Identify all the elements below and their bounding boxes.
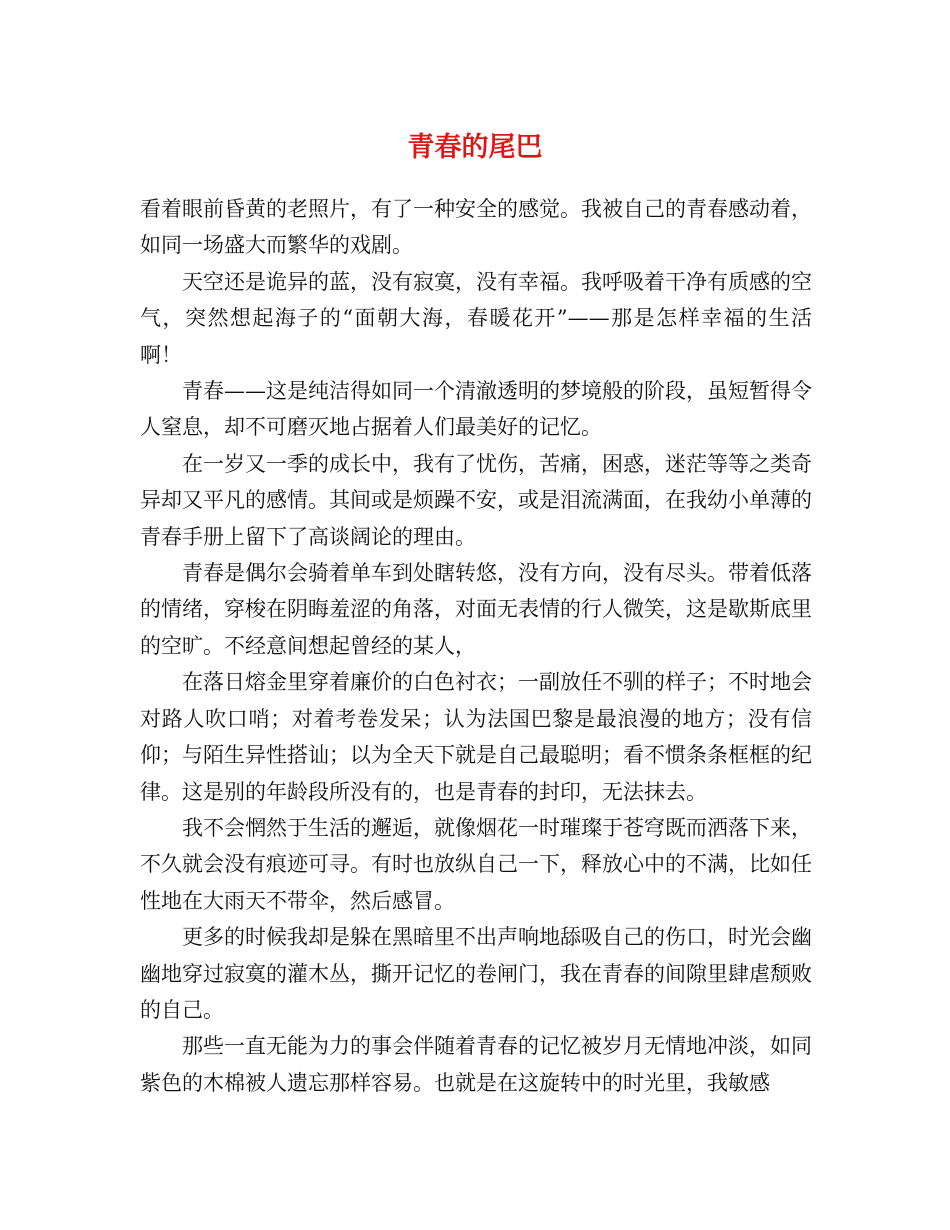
paragraph: 青春是偶尔会骑着单车到处瞎转悠，没有方向，没有尽头。带着低落的情绪，穿梭在阴晦羞涩的角落，对面无表情的行人微笑，这是歇斯底里的空旷。不经意间想起曾经的某人， [140, 561, 812, 658]
document-title: 青春的尾巴 [407, 132, 543, 163]
paragraph: 那些一直无能为力的事会伴随着青春的记忆被岁月无情地冲淡，如同紫色的木棉被人遗忘那样容易。也就是在这旋转中的时光里，我敏感 [140, 1034, 812, 1095]
paragraph: 我不会惘然于生活的邂逅，就像烟花一时璀璨于苍穹既而洒落下来，不久就会没有痕迹可寻。有时也放纵自己一下，释放心中的不满，比如任性地在大雨天不带伞，然后感冒。 [140, 815, 812, 913]
paragraph: 青春——这是纯洁得如同一个清澈透明的梦境般的阶段，虽短暂得令人窒息，却不可磨灭地占据着人们最美好的记忆。 [140, 379, 812, 440]
paragraph: 看着眼前昏黄的老照片，有了一种安全的感觉。我被自己的青春感动着，如同一场盛大而繁华的戏剧。 [140, 197, 812, 258]
paragraph: 在落日熔金里穿着廉价的白色衬衣；一副放任不驯的样子；不时地会对路人吹口哨；对着考卷发呆；认为法国巴黎是最浪漫的地方；没有信仰；与陌生异性搭讪；以为全天下就是自己最聪明；看不惯条条框框的纪律。这是别的年龄段所没有的，也是青春的封印，无法抹去。 [140, 670, 812, 804]
paragraph: 更多的时候我却是躲在黑暗里不出声响地舔吸自己的伤口，时光会幽幽地穿过寂寞的灌木丛，撕开记忆的卷闸门，我在青春的间隙里肆虐颓败的自己。 [140, 925, 812, 1022]
paragraph: 天空还是诡异的蓝，没有寂寞，没有幸福。我呼吸着干净有质感的空气，突然想起海子的“面朝大海，春暖花开”——那是怎样幸福的生活啊！ [140, 269, 812, 367]
paragraph: 在一岁又一季的成长中，我有了忧伤，苦痛，困惑，迷茫等等之类奇异却又平凡的感情。其间或是烦躁不安，或是泪流满面，在我幼小单薄的青春手册上留下了高谈阔论的理由。 [140, 451, 812, 549]
document-body [140, 191, 812, 1101]
